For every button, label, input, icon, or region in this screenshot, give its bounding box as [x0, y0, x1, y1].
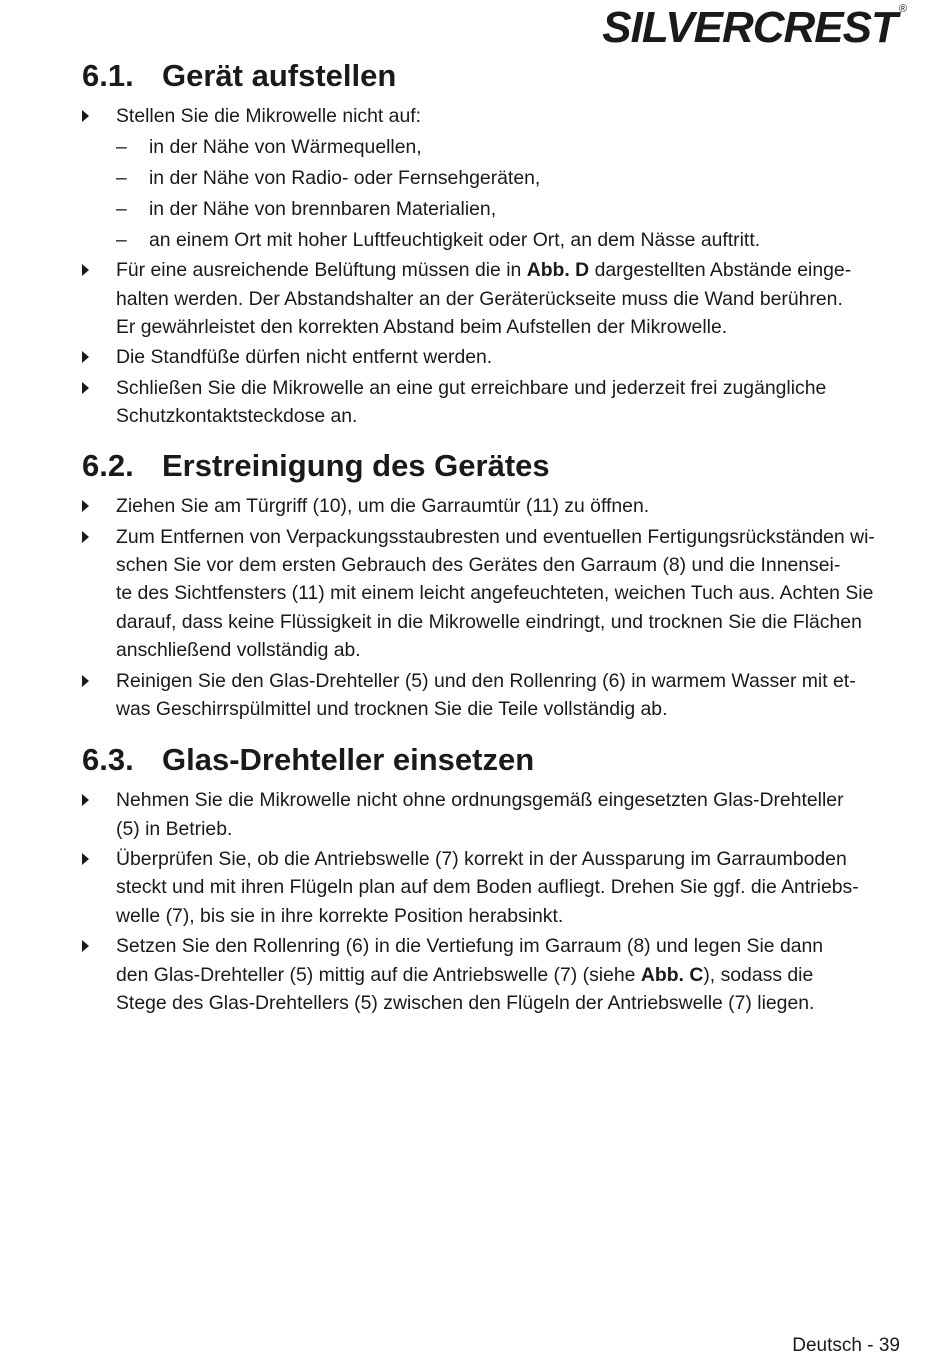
dash-icon: –	[116, 167, 127, 189]
sub-item	[116, 226, 902, 254]
bullet-arrow-icon	[82, 264, 89, 276]
bullet-arrow-icon	[82, 675, 89, 687]
item-text: (5) in Betrieb.	[116, 817, 233, 840]
instruction-list	[82, 102, 902, 430]
section-heading	[82, 57, 902, 94]
item-text: Schutzkontaktsteckdose an.	[116, 405, 358, 428]
sub-item	[116, 133, 902, 161]
brand-logo	[602, 3, 906, 52]
section-number: 6.3.	[82, 742, 134, 777]
section-number: 6.2.	[82, 448, 134, 483]
bullet-arrow-icon	[82, 110, 89, 122]
figure-reference: Abb. D	[526, 259, 590, 282]
brand-name: SILVERCREST	[602, 3, 897, 52]
bullet-arrow-icon	[82, 351, 89, 363]
instruction-list	[82, 492, 902, 723]
sub-item-text: an einem Ort mit hoher Luftfeuchtigkeit oder Ort, an dem Nässe auftritt.	[149, 228, 761, 251]
section-6-1	[82, 57, 902, 431]
section-title: Erstreinigung des Gerätes	[162, 448, 550, 483]
sub-item-text: in der Nähe von Wärmequellen,	[149, 136, 422, 159]
list-item	[82, 343, 902, 371]
figure-reference: Abb. C	[640, 963, 704, 986]
list-item	[82, 492, 902, 520]
sub-item	[116, 164, 902, 192]
bullet-arrow-icon	[82, 853, 89, 865]
item-text: was Geschirrspülmittel und trocknen Sie die Teile vollständig ab.	[116, 698, 668, 721]
sub-list	[116, 133, 902, 254]
item-text: Stellen Sie die Mikrowelle nicht auf:	[116, 105, 422, 128]
sub-item-text: in der Nähe von Radio- oder Fernsehgeräten,	[149, 167, 541, 189]
item-text: den Glas-Drehteller (5) mittig auf die Antriebswelle (7) (siehe	[116, 963, 641, 986]
list-item	[82, 523, 902, 665]
section-heading	[82, 741, 902, 778]
item-text: Die Standfüße dürfen nicht entfernt werden.	[116, 346, 493, 369]
item-text: schen Sie vor dem ersten Gebrauch des Gerätes den Garraum (8) und die Innensei-	[116, 554, 841, 576]
list-item	[82, 374, 902, 431]
section-number: 6.1.	[82, 58, 134, 93]
page-footer: Deutsch - 39	[792, 1335, 900, 1356]
section-heading	[82, 447, 902, 484]
list-item	[82, 102, 902, 254]
item-text: Überprüfen Sie, ob die Antriebswelle (7) korrekt in der Aussparung im Garraumboden	[116, 848, 847, 870]
section-6-2	[82, 447, 902, 723]
item-text: welle (7), bis sie in ihre korrekte Position herabsinkt.	[116, 904, 564, 927]
dash-icon: –	[116, 228, 127, 251]
item-text: Nehmen Sie die Mikrowelle nicht ohne ordnungsgemäß eingesetzten Glas-Drehteller	[116, 789, 844, 812]
list-item	[82, 786, 902, 843]
instruction-list	[82, 786, 902, 1017]
item-text: Er gewährleistet den korrekten Abstand beim Aufstellen der Mikrowelle.	[116, 316, 728, 339]
sub-item-text: in der Nähe von brennbaren Materialien,	[149, 197, 497, 220]
item-text: anschließend vollständig ab.	[116, 639, 361, 662]
item-text: Für eine ausreichende Belüftung müssen die in	[116, 259, 527, 282]
item-text: ), sodass die	[703, 963, 814, 986]
sub-item	[116, 195, 902, 223]
dash-icon: –	[116, 197, 127, 220]
item-text: Stege des Glas-Drehtellers (5) zwischen den Flügeln der Antriebswelle (7) liegen.	[116, 992, 815, 1015]
item-text: Zum Entfernen von Verpackungsstaubresten und eventuellen Fertigungsrückständen wi-	[116, 525, 875, 548]
dash-icon: –	[116, 136, 127, 159]
bullet-arrow-icon	[82, 382, 89, 394]
registered-mark: ®	[898, 3, 906, 16]
bullet-arrow-icon	[82, 500, 89, 512]
item-text: steckt und mit ihren Flügeln plan auf dem Boden aufliegt. Drehen Sie ggf. die Antriebs-	[116, 876, 859, 899]
item-text: Ziehen Sie am Türgriff (10), um die Garraumtür (11) zu öffnen.	[116, 495, 650, 518]
bullet-arrow-icon	[82, 794, 89, 806]
list-item	[82, 932, 902, 1017]
section-6-3	[82, 741, 902, 1017]
item-text: Schließen Sie die Mikrowelle an eine gut erreichbare und jederzeit frei zugängliche	[116, 376, 827, 399]
item-text: Setzen Sie den Rollenring (6) in die Vertiefung im Garraum (8) und legen Sie dann	[116, 935, 824, 958]
section-title: Glas-Drehteller einsetzen	[162, 742, 535, 777]
item-text: halten werden. Der Abstandshalter an der Geräterückseite muss die Wand berühren.	[116, 287, 843, 310]
list-item	[82, 667, 902, 724]
list-item	[82, 845, 902, 930]
bullet-arrow-icon	[82, 940, 89, 952]
bullet-arrow-icon	[82, 531, 89, 543]
section-title: Gerät aufstellen	[162, 58, 397, 93]
item-text: dargestellten Abstände einge-	[589, 259, 852, 282]
item-text: te des Sichtfensters (11) mit einem leicht angefeuchteten, weichen Tuch aus. Achten Sie	[116, 582, 874, 605]
item-text: darauf, dass keine Flüssigkeit in die Mikrowelle eindringt, und trocknen Sie die Flächen	[116, 610, 862, 633]
item-text: Reinigen Sie den Glas-Drehteller (5) und den Rollenring (6) in warmem Wasser mit et-	[116, 669, 856, 692]
list-item	[82, 256, 902, 341]
